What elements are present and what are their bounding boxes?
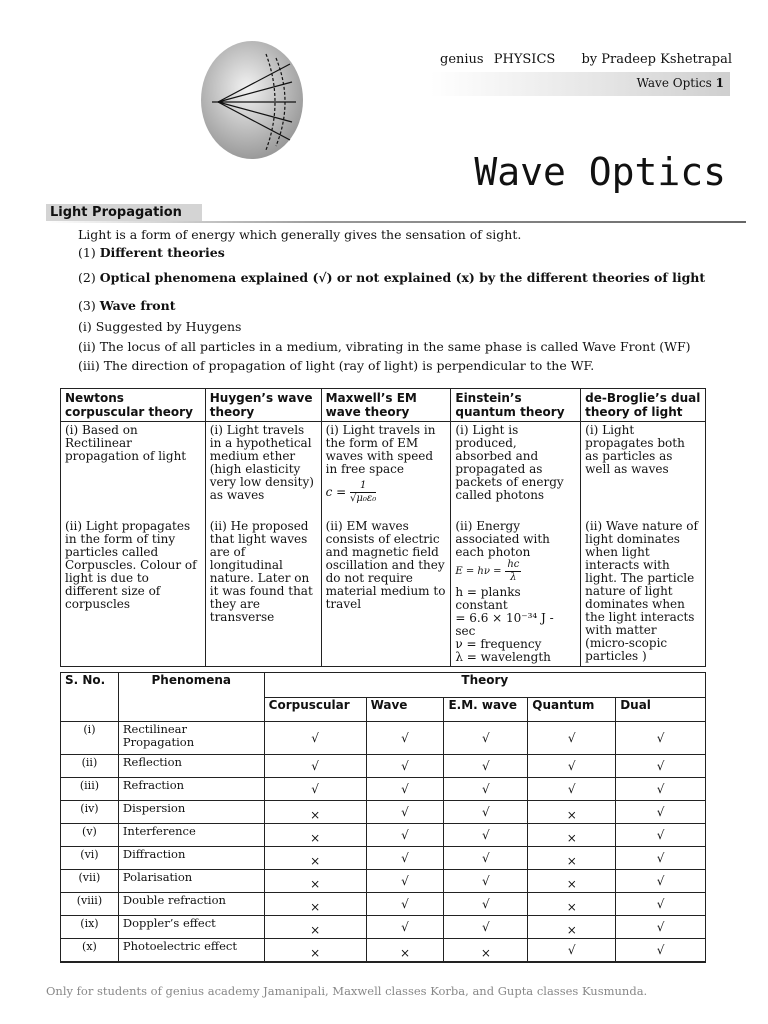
check-mark: √ xyxy=(616,847,706,870)
row-sno: (ix) xyxy=(61,916,119,939)
chapter-tag-bar xyxy=(430,72,730,96)
theory-cell: (i) Based on Rectilinear propagation of light xyxy=(61,422,206,519)
theory-cell: (i) Light travels in a hypothetical medium ether (high elasticity very low density) as waves xyxy=(205,422,321,519)
check-mark: √ xyxy=(444,801,528,824)
cross-mark: × xyxy=(264,824,366,847)
cross-mark: × xyxy=(528,916,616,939)
row-phenomenon: Double refraction xyxy=(118,893,264,916)
col-phenomena: Phenomena xyxy=(118,673,264,722)
theories-table xyxy=(60,388,706,667)
row-sno: (viii) xyxy=(61,893,119,916)
phenomena-body xyxy=(61,722,706,963)
phenomena-header-row xyxy=(61,673,706,698)
item-optical-phenomena: (2) Optical phenomena explained (√) or not explained (x) by the different theories of light xyxy=(78,270,706,285)
cross-mark: × xyxy=(264,801,366,824)
cross-mark: × xyxy=(528,893,616,916)
einstein-note: = 6.6 × 10⁻³⁴ J - sec xyxy=(455,611,554,638)
row-sno: (v) xyxy=(61,824,119,847)
theory-header: de-Broglie’s dual theory of light xyxy=(581,389,706,422)
cross-mark: × xyxy=(528,870,616,893)
page-title: Wave Optics xyxy=(474,150,726,194)
row-sno: (ii) xyxy=(61,755,119,778)
cross-mark: × xyxy=(366,939,444,963)
check-mark: √ xyxy=(366,916,444,939)
table-row xyxy=(61,778,706,801)
row-phenomenon: Diffraction xyxy=(118,847,264,870)
row-phenomenon: Refraction xyxy=(118,778,264,801)
brand-name: genius xyxy=(440,52,484,67)
theories-row-2 xyxy=(61,518,706,667)
check-mark: √ xyxy=(528,939,616,963)
check-mark: √ xyxy=(366,870,444,893)
row-phenomenon: Photoelectric effect xyxy=(118,939,264,963)
row-sno: (iii) xyxy=(61,778,119,801)
maxwell-formula: c = $\frac{1}{\text{√μ₀ε₀}}$ xyxy=(325,480,377,504)
table-row xyxy=(61,916,706,939)
check-mark: √ xyxy=(616,824,706,847)
check-mark: √ xyxy=(366,893,444,916)
einstein-formula: E = hν = xyxy=(455,565,502,577)
check-mark: √ xyxy=(264,755,366,778)
wavefront-point-2: (ii) The locus of all particles in a medium, vibrating in the same phase is called Wave Front (WF) xyxy=(78,339,691,354)
check-mark: √ xyxy=(444,847,528,870)
check-mark: √ xyxy=(616,893,706,916)
cross-mark: × xyxy=(528,824,616,847)
theory-header: Maxwell’s EM wave theory xyxy=(321,389,451,422)
row-phenomenon: Dispersion xyxy=(118,801,264,824)
check-mark: √ xyxy=(528,778,616,801)
cross-mark: × xyxy=(264,847,366,870)
theory-cell-maxwell: (i) Light travels in the form of EM waves with speed in free space c = $\frac{1}{\text{√μ₀ε₀}}$ xyxy=(321,422,451,519)
check-mark: √ xyxy=(616,755,706,778)
check-mark: √ xyxy=(366,824,444,847)
item-different-theories: (1) Different theories xyxy=(78,245,225,260)
wavefront-point-1: (i) Suggested by Huygens xyxy=(78,319,242,334)
footer-note: Only for students of genius academy Jamanipali, Maxwell classes Korba, and Gupta classes Kusmunda. xyxy=(46,984,648,998)
theories-header-row xyxy=(61,389,706,422)
table-row xyxy=(61,722,706,755)
table-row xyxy=(61,847,706,870)
row-sno: (vii) xyxy=(61,870,119,893)
row-sno: (i) xyxy=(61,722,119,755)
chapter-tag: Wave Optics 1 xyxy=(636,76,724,90)
check-mark: √ xyxy=(444,916,528,939)
col-wave: Wave xyxy=(366,697,444,722)
check-mark: √ xyxy=(366,778,444,801)
check-mark: √ xyxy=(528,755,616,778)
cross-mark: × xyxy=(264,916,366,939)
check-mark: √ xyxy=(616,939,706,963)
section-divider xyxy=(46,221,746,223)
cross-mark: × xyxy=(264,939,366,963)
check-mark: √ xyxy=(444,870,528,893)
check-mark: √ xyxy=(616,801,706,824)
check-mark: √ xyxy=(444,755,528,778)
check-mark: √ xyxy=(616,778,706,801)
check-mark: √ xyxy=(528,722,616,755)
phenomena-table xyxy=(60,672,706,963)
col-corpuscular: Corpuscular xyxy=(264,697,366,722)
cross-mark: × xyxy=(528,847,616,870)
theory-cell: (i) Light is produced, absorbed and propagated as packets of energy called photons xyxy=(451,422,581,519)
check-mark: √ xyxy=(264,722,366,755)
table-row xyxy=(61,801,706,824)
row-phenomenon: Reflection xyxy=(118,755,264,778)
section-heading: Light Propagation xyxy=(46,204,202,222)
theory-header: Newtons corpuscular theory xyxy=(61,389,206,422)
wavefront-logo-icon xyxy=(200,40,304,160)
row-phenomenon: Interference xyxy=(118,824,264,847)
row-sno: (iv) xyxy=(61,801,119,824)
row-sno: (vi) xyxy=(61,847,119,870)
check-mark: √ xyxy=(444,824,528,847)
table-row xyxy=(61,824,706,847)
author-name: by Pradeep Kshetrapal xyxy=(581,52,732,67)
row-phenomenon: Polarisation xyxy=(118,870,264,893)
subject-name: PHYSICS xyxy=(493,52,556,67)
einstein-note: h = planks constant xyxy=(455,585,521,612)
row-sno: (x) xyxy=(61,939,119,963)
check-mark: √ xyxy=(444,893,528,916)
intro-line: Light is a form of energy which generally gives the sensation of sight. xyxy=(78,227,522,242)
table-row xyxy=(61,755,706,778)
wavefront-point-3: (iii) The direction of propagation of light (ray of light) is perpendicular to the WF. xyxy=(78,358,595,373)
header-line xyxy=(440,52,738,67)
theory-header: Huygen’s wave theory xyxy=(205,389,321,422)
theory-cell: (ii) He proposed that light waves are of longitudinal nature. Later on it was found that they are transverse xyxy=(205,518,321,667)
table-row xyxy=(61,939,706,963)
check-mark: √ xyxy=(616,722,706,755)
row-phenomenon: Rectilinear Propagation xyxy=(118,722,264,755)
theory-cell: (ii) EM waves consists of electric and magnetic field oscillation and they do not require material medium to travel xyxy=(321,518,451,667)
theory-cell-einstein: (ii) Energy associated with each photon E = hν = $\frac{hc}{\lambda}$ h = planks constant = 6.6 × 10⁻³⁴ J - sec ν = frequency λ = wavelength xyxy=(451,518,581,667)
row-phenomenon: Doppler’s effect xyxy=(118,916,264,939)
check-mark: √ xyxy=(366,722,444,755)
col-dual: Dual xyxy=(616,697,706,722)
theory-header: Einstein’s quantum theory xyxy=(451,389,581,422)
cross-mark: × xyxy=(528,801,616,824)
check-mark: √ xyxy=(444,722,528,755)
item-wave-front: (3) Wave front xyxy=(78,298,176,313)
page-number: 1 xyxy=(715,76,724,90)
einstein-note: ν = frequency xyxy=(455,637,542,651)
check-mark: √ xyxy=(616,870,706,893)
check-mark: √ xyxy=(366,801,444,824)
theory-cell: (ii) Wave nature of light dominates when light interacts with light. The particle nature of light dominates when the light interacts with matter (micro-scopic particles ) xyxy=(581,518,706,667)
cross-mark: × xyxy=(444,939,528,963)
theory-cell: (ii) Light propagates in the form of tiny particles called Corpuscles. Colour of light is due to different size of corpuscles xyxy=(61,518,206,667)
check-mark: √ xyxy=(616,916,706,939)
col-em-wave: E.M. wave xyxy=(444,697,528,722)
col-theory: Theory xyxy=(264,673,705,698)
theories-row-1 xyxy=(61,422,706,519)
table-row xyxy=(61,893,706,916)
check-mark: √ xyxy=(366,755,444,778)
theory-cell: (i) Light propagates both as particles as well as waves xyxy=(581,422,706,519)
check-mark: √ xyxy=(264,778,366,801)
col-sno: S. No. xyxy=(61,673,119,722)
table-row xyxy=(61,870,706,893)
cross-mark: × xyxy=(264,870,366,893)
check-mark: √ xyxy=(444,778,528,801)
check-mark: √ xyxy=(366,847,444,870)
einstein-note: λ = wavelength xyxy=(455,650,551,664)
cross-mark: × xyxy=(264,893,366,916)
col-quantum: Quantum xyxy=(528,697,616,722)
